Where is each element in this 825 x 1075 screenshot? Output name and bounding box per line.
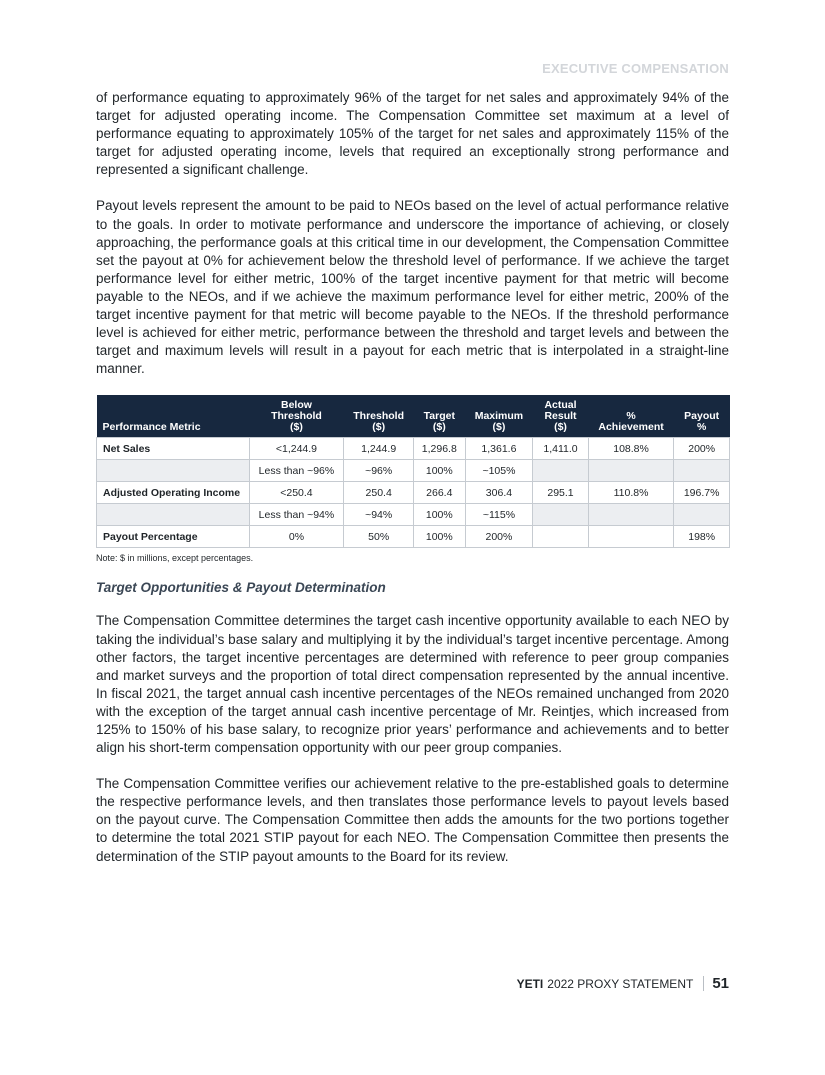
header-payout-line1: Payout	[684, 410, 720, 423]
header-payout-line2: %	[696, 421, 707, 434]
footer-divider	[703, 976, 704, 991]
cell-achievement	[588, 504, 674, 526]
cell-threshold: 1,244.9	[344, 438, 414, 460]
cell-below-threshold: <1,244.9	[249, 438, 344, 460]
cell-metric	[97, 460, 250, 482]
header-target	[413, 395, 465, 438]
header-target-line1: Target	[423, 410, 455, 423]
cell-target: 266.4	[413, 482, 465, 504]
header-actual-result	[533, 395, 589, 438]
header-performance-metric: Performance Metric	[97, 395, 250, 438]
header-threshold-line2: ($)	[372, 421, 386, 434]
header-threshold	[344, 395, 414, 438]
cell-below-threshold: Less than ~94%	[249, 504, 344, 526]
paragraph-target-opportunity: The Compensation Committee determines the target cash incentive opportunity available to each NEO by taking the individual’s base salary and multiplying it by the individual’s target incentive percentage. Among other factors, the target incentive percentages are determined with reference to peer group companies and market surveys and the proportion of total direct compensation represented by the annual incentive. In fiscal 2021, the target annual cash incentive percentages of the NEOs remained unchanged from 2020 with the exception of the target annual cash incentive percentage of Mr. Reintjes, which increased from 125% to 150% of his base salary, to recognize prior years’ performance and achievements and to better align his short-term compensation opportunity with our peer group companies.	[96, 613, 729, 756]
table-note: Note: $ in millions, except percentages.	[96, 553, 254, 564]
cell-below-threshold: 0%	[249, 526, 344, 548]
cell-metric: Net Sales	[97, 438, 250, 460]
paragraph-performance-levels: of performance equating to approximately 96% of the target for net sales and approximately 94% of the target for adjusted operating income. The Compensation Committee set maximum at a level of performance equating to approximately 105% of the target for net sales and approximately 115% of the target for adjusted operating income, levels that required an exceptionally strong performance and represented a significant challenge.	[96, 90, 729, 178]
page-footer	[517, 975, 729, 992]
cell-target: 100%	[413, 460, 465, 482]
table-row-adjusted-operating-income	[97, 482, 730, 504]
cell-payout: 200%	[674, 438, 730, 460]
cell-actual: 1,411.0	[533, 438, 589, 460]
cell-maximum: ~105%	[465, 460, 533, 482]
table-row-payout-percentage	[97, 526, 730, 548]
table-row-adjusted-operating-income-percent	[97, 504, 730, 526]
cell-threshold: 250.4	[344, 482, 414, 504]
cell-threshold: ~94%	[344, 504, 414, 526]
footer-brand: YETI	[516, 976, 544, 991]
cell-achievement: 108.8%	[588, 438, 674, 460]
cell-metric: Payout Percentage	[97, 526, 250, 548]
cell-target: 100%	[413, 504, 465, 526]
table-row-net-sales	[97, 438, 730, 460]
header-below-threshold-line1: Below	[280, 399, 312, 412]
cell-actual	[533, 526, 589, 548]
page-number: 51	[712, 975, 729, 992]
cell-maximum: 200%	[465, 526, 533, 548]
cell-actual	[533, 460, 589, 482]
cell-achievement	[588, 460, 674, 482]
performance-metrics-table	[96, 395, 730, 548]
header-payout	[674, 395, 730, 438]
cell-maximum: 1,361.6	[465, 438, 533, 460]
cell-maximum: 306.4	[465, 482, 533, 504]
header-maximum	[465, 395, 533, 438]
header-target-line2: ($)	[432, 421, 446, 434]
cell-below-threshold: <250.4	[249, 482, 344, 504]
cell-actual	[533, 504, 589, 526]
header-actual-line1: Actual	[544, 399, 577, 412]
cell-metric	[97, 504, 250, 526]
header-achievement-line2: Achievement	[598, 421, 664, 434]
header-actual-line2: Result	[544, 410, 577, 423]
table-row-net-sales-percent	[97, 460, 730, 482]
paragraph-payout-levels: Payout levels represent the amount to be paid to NEOs based on the level of actual performance relative to the goals. In order to motivate performance and underscore the importance of achieving, or closely approaching, the performance goals at this critical time in our development, the Compensation Committee set the payout at 0% for achievement below the threshold level of performance. If we achieve the target performance level for either metric, 100% of the target incentive payment for that metric will become payable to the NEOs, and if we achieve the maximum performance level for either metric, 200% of the target incentive payment for that metric will become payable to the NEOs. If the threshold performance level is achieved for either metric, performance between the threshold and target levels and between the target and maximum levels will result in a payout for each metric that is interpolated in a straight-line manner.	[96, 198, 729, 377]
section-title: Target Opportunities & Payout Determination	[96, 580, 386, 596]
header-achievement	[588, 395, 674, 438]
cell-achievement: 110.8%	[588, 482, 674, 504]
cell-maximum: ~115%	[465, 504, 533, 526]
cell-metric: Adjusted Operating Income	[97, 482, 250, 504]
page-content	[96, 89, 729, 866]
header-achievement-line1: %	[626, 410, 636, 423]
header-below-threshold-line2: Threshold	[271, 410, 322, 423]
header-below-threshold	[249, 395, 344, 438]
header-below-threshold-line3: ($)	[290, 421, 303, 434]
footer-document-title: 2022 PROXY STATEMENT	[547, 976, 694, 991]
header-threshold-line1: Threshold	[353, 410, 405, 423]
cell-threshold: ~96%	[344, 460, 414, 482]
cell-achievement	[588, 526, 674, 548]
cell-below-threshold: Less than ~96%	[249, 460, 344, 482]
header-maximum-line1: Maximum	[474, 410, 524, 423]
cell-threshold: 50%	[344, 526, 414, 548]
cell-payout: 198%	[674, 526, 730, 548]
cell-payout	[674, 504, 730, 526]
cell-target: 100%	[413, 526, 465, 548]
cell-payout: 196.7%	[674, 482, 730, 504]
cell-payout	[674, 460, 730, 482]
table-header-row	[97, 395, 730, 438]
header-maximum-line2: ($)	[492, 421, 506, 434]
cell-target: 1,296.8	[413, 438, 465, 460]
cell-actual: 295.1	[533, 482, 589, 504]
header-actual-line3: ($)	[554, 421, 567, 434]
paragraph-payout-determination: The Compensation Committee verifies our achievement relative to the pre-established goals to determine the respective performance levels, and then translates those performance levels to payout levels based on the payout curve. The Compensation Committee then adds the amounts for the two portions together to determine the total 2021 STIP payout for each NEO. The Compensation Committee then presents the determination of the STIP payout amounts to the Board for its review.	[96, 776, 729, 864]
section-header-label: EXECUTIVE COMPENSATION	[542, 61, 729, 76]
